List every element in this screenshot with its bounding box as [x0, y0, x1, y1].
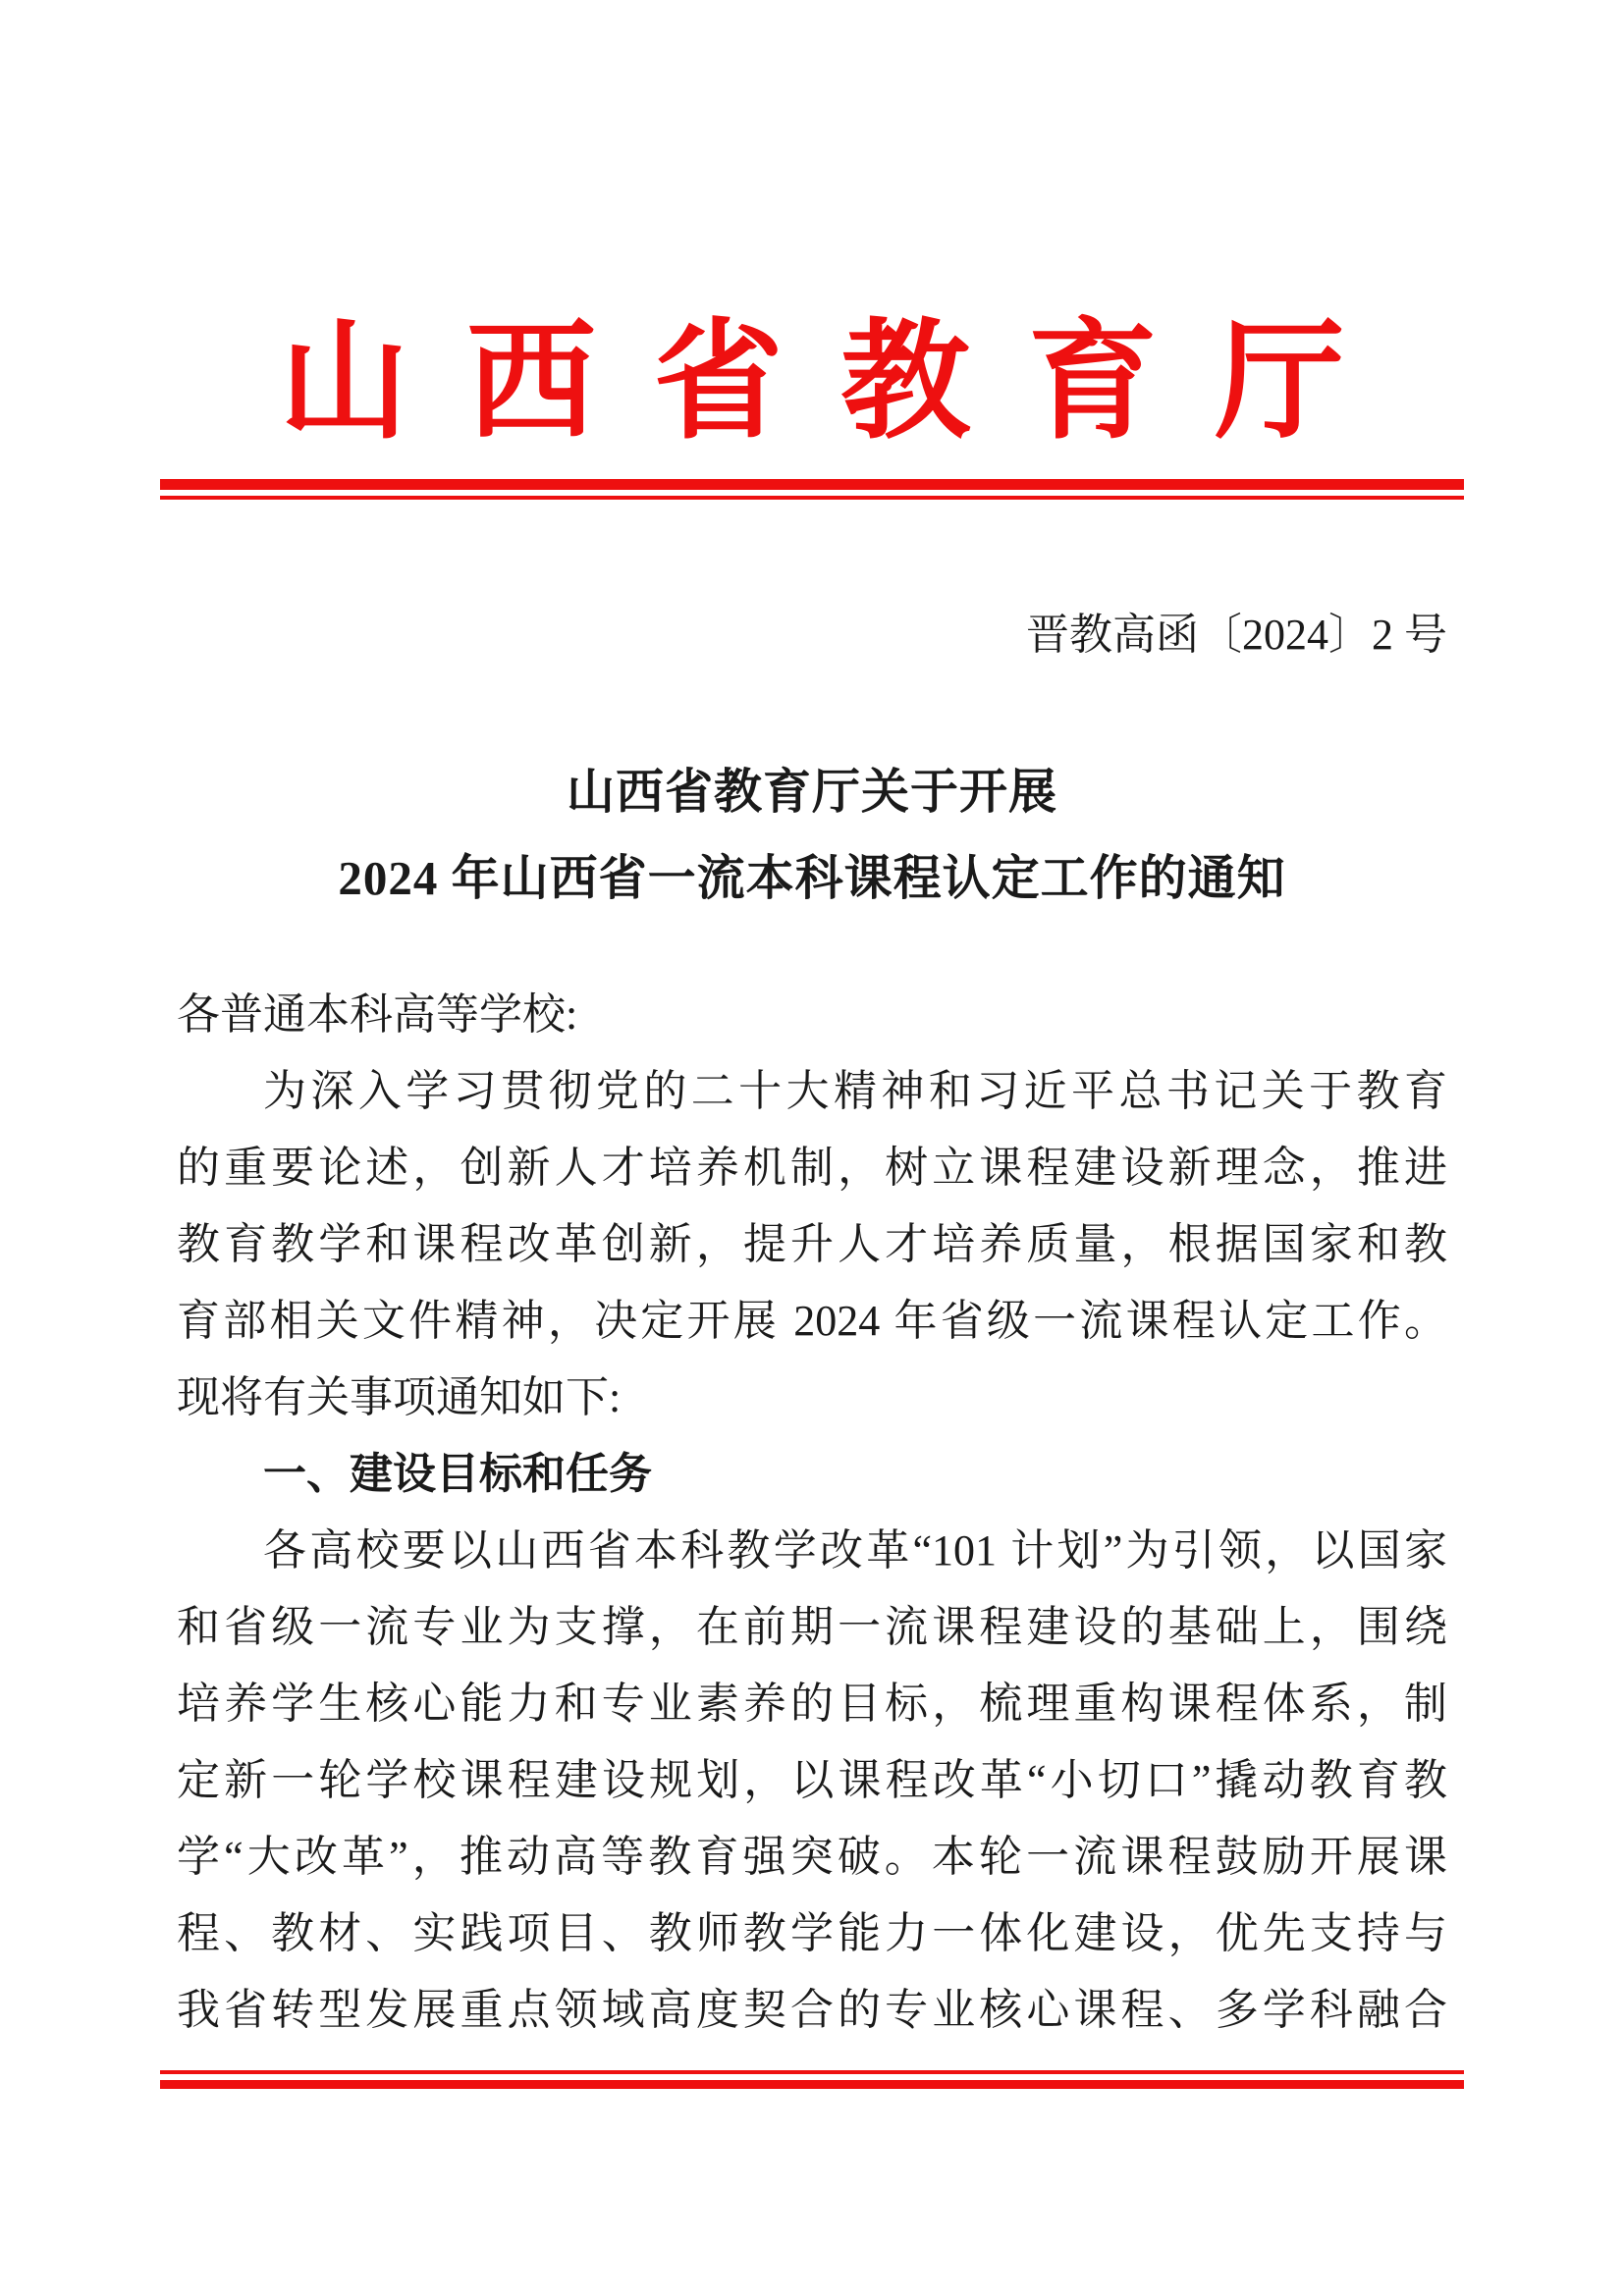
doc-number: 晋教高函〔2024〕2 号	[1026, 611, 1447, 659]
body-line: 育部相关文件精神，决定开展 2024 年省级一流课程认定工作。	[177, 1297, 1447, 1345]
document-title	[0, 749, 1624, 922]
body-line: 教育教学和课程改革创新，提升人才培养质量，根据国家和教	[177, 1220, 1447, 1268]
body-line: 定新一轮学校课程建设规划，以课程改革“小切口”撬动教育教	[177, 1756, 1447, 1804]
body-line: 各高校要以山西省本科教学改革“101 计划”为引领，以国家	[263, 1526, 1447, 1575]
header-rule-thin	[160, 496, 1464, 500]
org-name-char: 育	[1027, 310, 1158, 454]
org-name-char: 山	[279, 310, 409, 454]
org-name-char: 厅	[1215, 310, 1345, 454]
body-line: 和省级一流专业为支撑，在前期一流课程建设的基础上，围绕	[177, 1603, 1447, 1651]
header-rule-thick	[160, 479, 1464, 490]
org-header	[279, 310, 1345, 454]
footer-rule-thin	[160, 2070, 1464, 2074]
body-line: 我省转型发展重点领域高度契合的专业核心课程、多学科融合	[177, 1986, 1447, 2034]
body-line: 的重要论述，创新人才培养机制，树立课程建设新理念，推进	[177, 1144, 1447, 1192]
body-line: 现将有关事项通知如下:	[177, 1373, 622, 1421]
title-line-2: 2024 年山西省一流本科课程认定工作的通知	[338, 851, 1286, 905]
org-name-char: 教	[840, 310, 971, 454]
body-line: 各普通本科高等学校:	[177, 990, 578, 1039]
section-heading: 一、建设目标和任务	[263, 1450, 652, 1498]
body-line: 培养学生核心能力和专业素养的目标，梳理重构课程体系，制	[177, 1680, 1447, 1728]
title-line-1: 山西省教育厅关于开展	[566, 765, 1057, 819]
body-line: 程、教材、实践项目、教师教学能力一体化建设，优先支持与	[177, 1909, 1447, 1957]
org-name-char: 省	[653, 310, 784, 454]
body-line: 学“大改革”，推动高等教育强突破。本轮一流课程鼓励开展课	[177, 1833, 1447, 1881]
document-body	[177, 977, 1447, 2049]
org-name-char: 西	[466, 310, 597, 454]
footer-rule-thick	[160, 2080, 1464, 2089]
body-line: 为深入学习贯彻党的二十大精神和习近平总书记关于教育	[263, 1067, 1447, 1115]
